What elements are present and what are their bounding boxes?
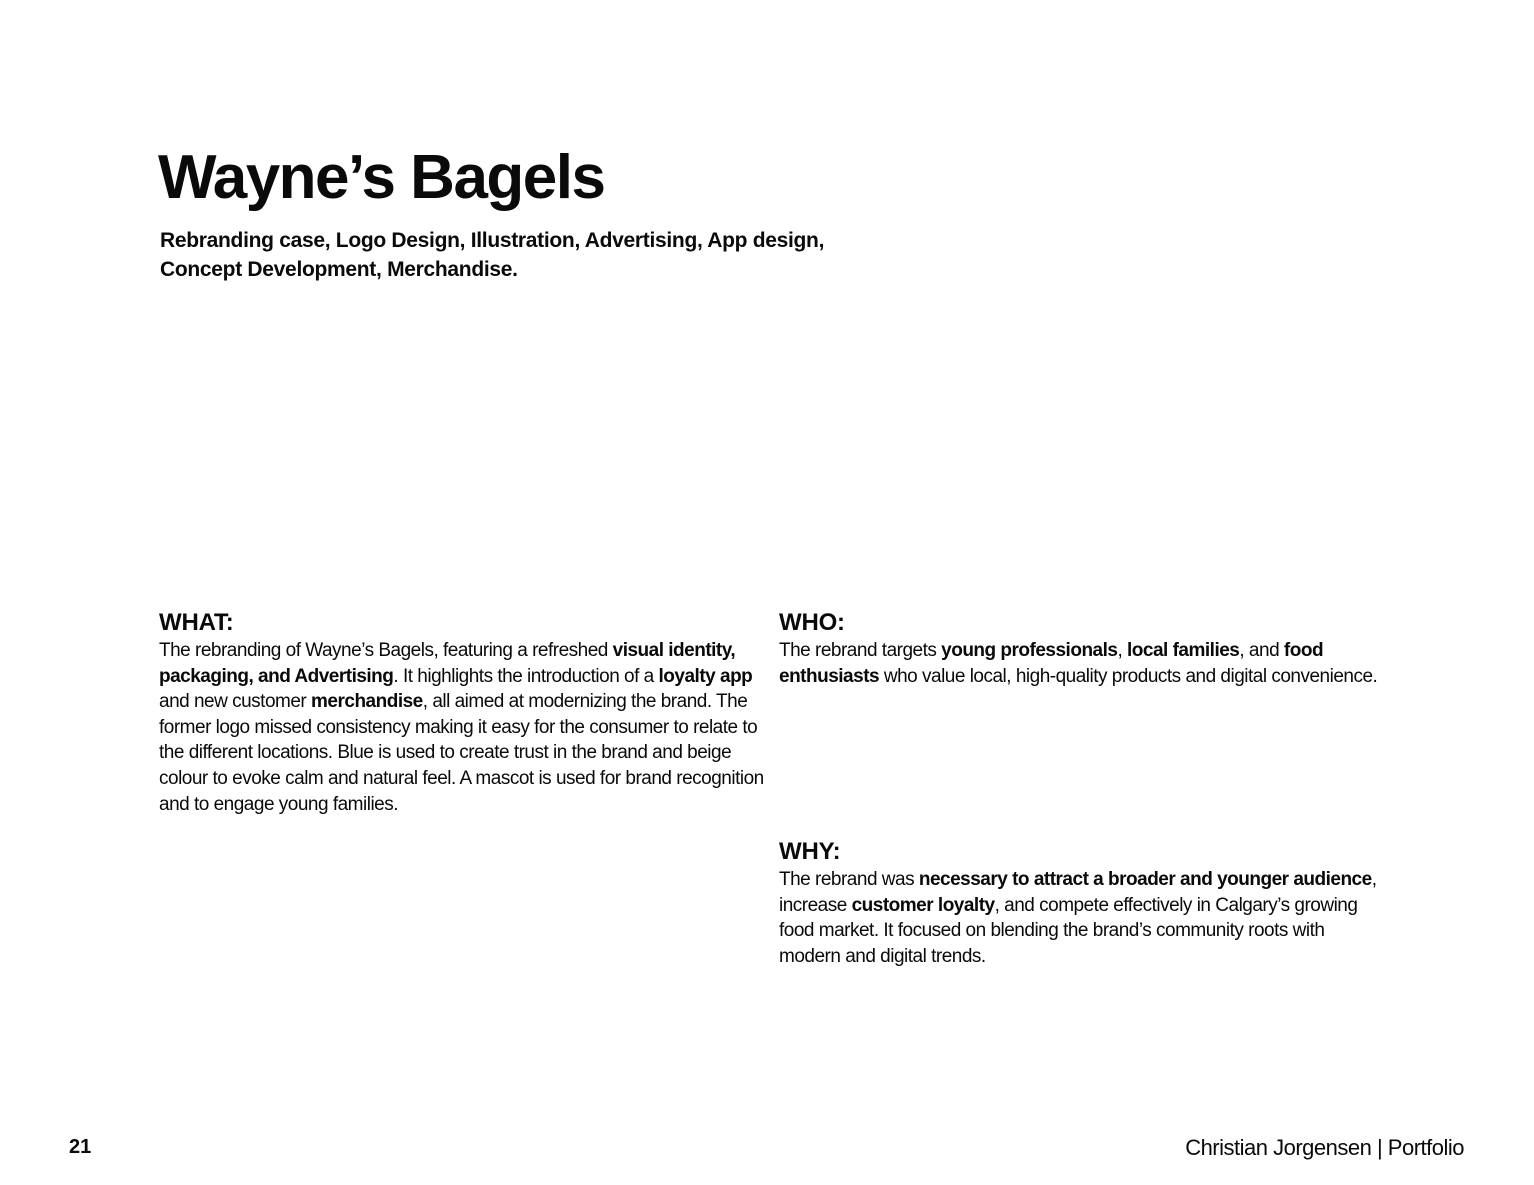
what-text: . It highlights the introduction of a: [393, 665, 659, 687]
page-number: 21: [69, 1136, 92, 1158]
who-text: who value local, high-quality products and digital convenience.: [879, 665, 1378, 687]
why-section: [779, 837, 1384, 969]
why-text: , increase: [779, 869, 1377, 916]
what-text: and new customer: [159, 691, 312, 713]
who-highlight: food enthusiasts: [779, 640, 1324, 687]
who-section: [779, 608, 1384, 689]
why-body: [779, 867, 1384, 969]
why-highlight: customer loyalty: [851, 894, 995, 916]
what-highlight: visual identity, packaging, and Advertising: [159, 640, 736, 687]
footer-credit: Christian Jorgensen | Portfolio: [1185, 1135, 1464, 1160]
who-highlight: young professionals: [941, 640, 1118, 661]
who-highlight: local families: [1127, 640, 1240, 661]
who-text: The rebrand targets: [779, 640, 942, 661]
what-section: [159, 608, 764, 817]
who-heading: WHO:: [779, 609, 845, 636]
what-highlight: merchandise: [311, 691, 423, 713]
who-text: , and: [1239, 640, 1284, 661]
who-text: ,: [1117, 640, 1128, 661]
what-highlight: loyalty app: [658, 665, 753, 687]
why-heading: WHY:: [779, 838, 841, 865]
why-text: The rebrand was: [779, 869, 919, 890]
what-body: [159, 638, 764, 817]
why-highlight: necessary to attract a broader and younger audience: [918, 869, 1372, 890]
project-tags: Rebranding case, Logo Design, Illustration, Advertising, App design, Concept Development, Merchandise.: [160, 229, 825, 281]
who-body: [779, 638, 1384, 689]
what-text: The rebranding of Wayne’s Bagels, featuring a refreshed: [159, 640, 613, 661]
what-heading: WHAT:: [159, 609, 234, 636]
page-title: Wayne’s Bagels: [158, 143, 605, 212]
why-text: , and compete effectively in Calgary’s growing food market. It focused on blending the brand’s community roots with modern and digital trends.: [779, 894, 1358, 967]
what-text: , all aimed at modernizing the brand. The former logo missed consistency making it easy for the consumer to relate to the different locations. Blue is used to create trust in the brand and beige colour to evoke calm and natural feel. A mascot is used for brand recognition and to engage young families.: [159, 691, 764, 815]
